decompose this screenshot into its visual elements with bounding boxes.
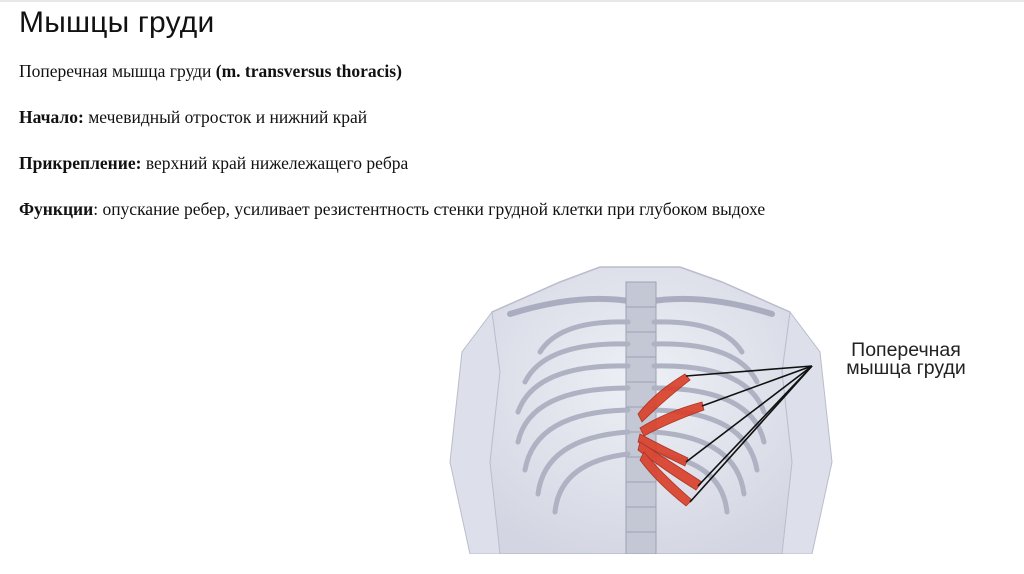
- origin-line: [19, 106, 367, 128]
- insertion-line: [19, 152, 408, 174]
- insertion-text: верхний край нижележащего ребра: [141, 153, 409, 173]
- anatomy-illustration: [440, 262, 842, 554]
- insertion-label: Прикрепление:: [19, 153, 142, 173]
- function-text: : опускание ребер, усиливает резистентность стенки грудной клетки при глубоком выдохе: [93, 199, 766, 219]
- muscle-name-ru: Поперечная мышца груди: [19, 61, 216, 81]
- slide-title: Мышцы груди: [19, 6, 215, 39]
- thorax-skeleton-drawing: [440, 262, 842, 554]
- muscle-callout-label: [836, 341, 976, 377]
- left-arm: [450, 312, 500, 554]
- slide-top-border: [0, 0, 1024, 2]
- muscle-name-latin: (m. transversus thoracis): [215, 61, 402, 81]
- function-label: Функции: [19, 199, 94, 219]
- muscle-name-line: [19, 60, 402, 82]
- right-arm: [782, 312, 832, 554]
- muscle-callout-line1: Поперечная: [851, 339, 961, 361]
- function-line: [19, 198, 765, 220]
- origin-text: мечевидный отросток и нижний край: [83, 107, 368, 127]
- muscle-callout-line2: мышца груди: [846, 357, 966, 379]
- origin-label: Начало:: [19, 107, 84, 127]
